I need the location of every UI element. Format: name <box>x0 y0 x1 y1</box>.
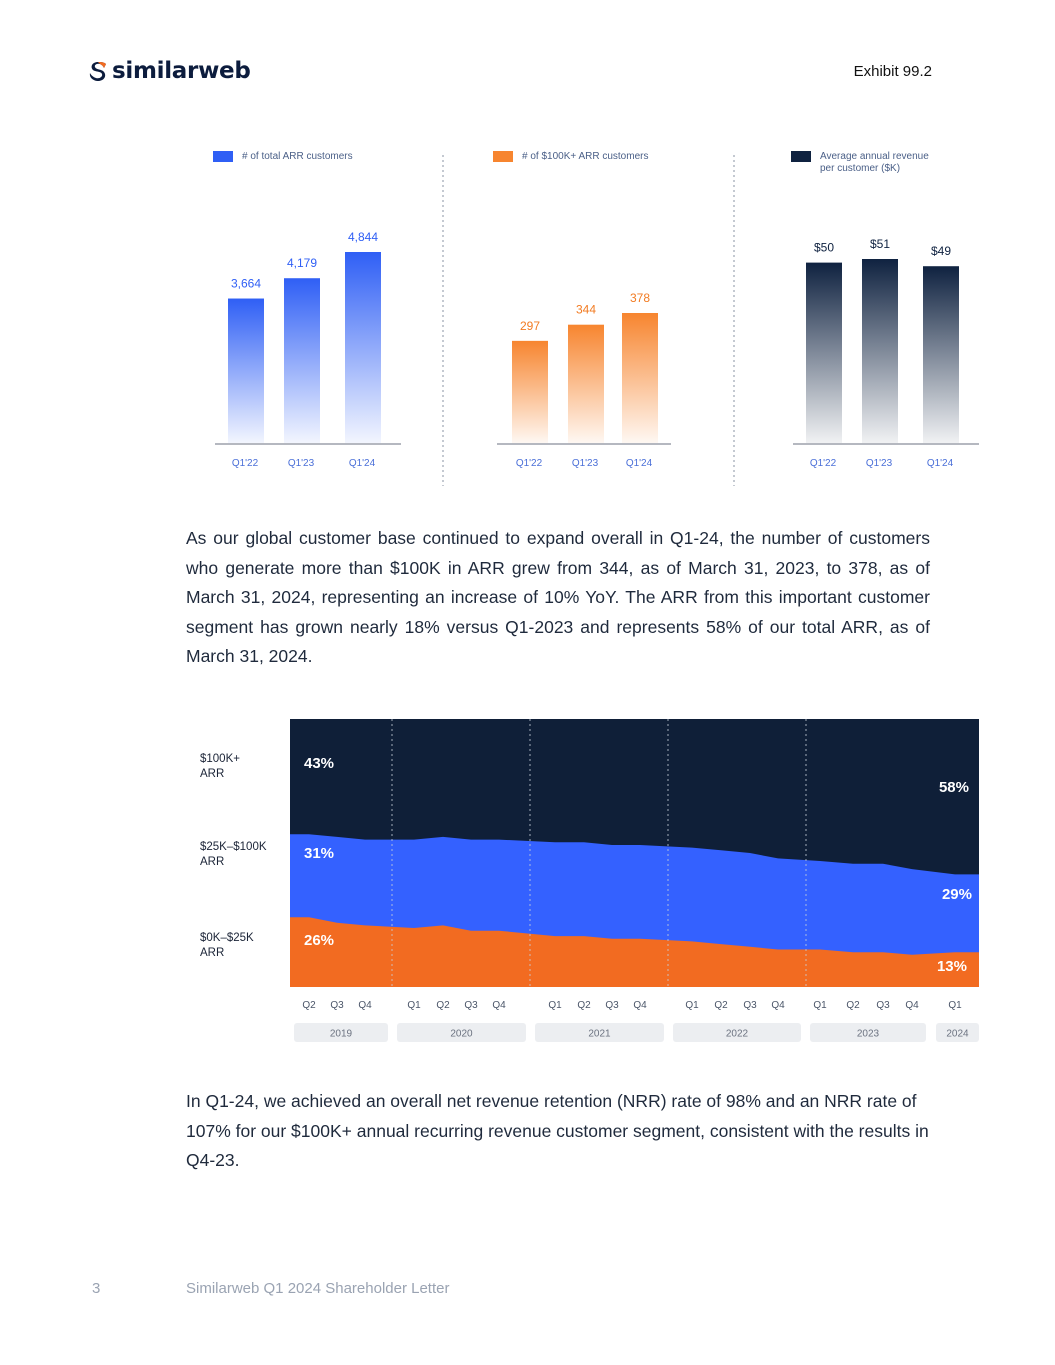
bar-value-label: 344 <box>575 302 597 317</box>
year-label: 2022 <box>725 1028 749 1040</box>
bar-charts <box>0 140 1055 490</box>
quarter-tick-label: Q1 <box>813 1000 827 1011</box>
year-label: 2024 <box>946 1028 969 1040</box>
bar <box>284 278 320 443</box>
x-tick-label: Q1'22 <box>231 458 259 469</box>
segment-label-line: ARR <box>200 768 225 780</box>
legend-line: Average annual revenue <box>820 151 929 162</box>
bar-value-label: 4,179 <box>286 256 318 271</box>
legend-label: # of total ARR customers <box>242 151 353 162</box>
bar <box>622 313 658 443</box>
quarter-tick-label: Q3 <box>464 1000 478 1011</box>
quarter-tick-label: Q2 <box>714 1000 728 1011</box>
segment-start-label: 43% <box>304 755 335 772</box>
quarter-tick-label: Q2 <box>436 1000 450 1011</box>
bar-value-label: 297 <box>519 318 541 333</box>
year-label: 2023 <box>856 1028 880 1040</box>
bar <box>923 266 959 443</box>
quarter-tick-label: Q4 <box>771 1000 785 1011</box>
quarter-tick-label: Q2 <box>577 1000 591 1011</box>
bar-value-label: 378 <box>629 291 651 305</box>
bar-value-label: 3,664 <box>230 276 262 291</box>
bar-value-label: $49 <box>930 244 952 259</box>
x-tick-label: Q1'22 <box>809 458 837 469</box>
quarter-tick-label: Q1 <box>948 1000 962 1011</box>
segment-end-label: 58% <box>938 779 969 796</box>
quarter-tick-label: Q4 <box>905 1000 919 1011</box>
segment-label-line: $25K–$100K <box>200 841 267 853</box>
bar-value-label: 4,844 <box>347 230 379 244</box>
legend-line: per customer ($K) <box>820 163 901 174</box>
quarter-tick-label: Q1 <box>407 1000 421 1011</box>
similarweb-logo-icon <box>88 60 108 82</box>
legend-label: # of $100K+ ARR customers <box>522 151 649 162</box>
x-tick-label: Q1'23 <box>571 458 599 469</box>
segment-label-line: ARR <box>200 856 225 868</box>
year-label: 2020 <box>450 1028 473 1040</box>
segment-end-label: 13% <box>936 958 967 975</box>
quarter-tick-label: Q4 <box>358 1000 372 1011</box>
bar <box>806 263 842 443</box>
bar <box>862 259 898 443</box>
bar <box>228 299 264 443</box>
paragraph-arr-customers: As our global customer base continued to expand overall in Q1-24, the number of customers who generate more than $100K in ARR grew from 344, as of March 31, 2023, to 378, as of March 31, 2024, representing an increase of 10% YoY. The ARR from this important customer segment has grown nearly 18% versus Q1-2023 and represents 58% of our total ARR, as of March 31, 2024. <box>186 528 930 667</box>
quarter-tick-label: Q3 <box>605 1000 619 1011</box>
x-tick-label: Q1'24 <box>926 458 954 469</box>
segment-label-line: $100K+ <box>200 753 240 765</box>
quarter-tick-label: Q3 <box>876 1000 890 1011</box>
segment-start-label: 31% <box>304 845 335 862</box>
quarter-tick-label: Q4 <box>633 1000 647 1011</box>
quarter-tick-label: Q2 <box>846 1000 860 1011</box>
quarter-tick-label: Q2 <box>302 1000 316 1011</box>
quarter-tick-label: Q1 <box>548 1000 562 1011</box>
x-tick-label: Q1'23 <box>865 458 893 469</box>
bar <box>568 325 604 443</box>
quarter-tick-label: Q3 <box>330 1000 344 1011</box>
year-label: 2021 <box>588 1028 611 1040</box>
quarter-tick-label: Q4 <box>492 1000 506 1011</box>
x-tick-label: Q1'23 <box>287 458 315 469</box>
x-tick-label: Q1'22 <box>515 458 543 469</box>
quarter-tick-label: Q1 <box>685 1000 699 1011</box>
paragraph-nrr: In Q1-24, we achieved an overall net revenue retention (NRR) rate of 98% and an NRR rate of 107% for our $100K+ annual recurring revenue customer segment, consistent with the results in Q4-23. <box>186 1091 929 1171</box>
arr-mix-area-chart <box>0 710 1055 1050</box>
bar-value-label: $51 <box>869 237 891 251</box>
logo-wordmark: similarweb <box>112 58 251 84</box>
page-number: 3 <box>92 1280 101 1297</box>
footer-title: Similarweb Q1 2024 Shareholder Letter <box>186 1280 450 1297</box>
segment-label-line: ARR <box>200 947 225 959</box>
x-tick-label: Q1'24 <box>348 458 376 469</box>
segment-label-line: $0K–$25K <box>200 932 254 944</box>
segment-end-label: 29% <box>941 886 972 903</box>
quarter-tick-label: Q3 <box>743 1000 757 1011</box>
bar <box>345 252 381 443</box>
year-label: 2019 <box>329 1028 353 1040</box>
similarweb-logo <box>88 58 250 84</box>
x-tick-label: Q1'24 <box>625 458 653 469</box>
bar-value-label: $50 <box>813 240 835 255</box>
segment-start-label: 26% <box>304 932 335 949</box>
exhibit-label: Exhibit 99.2 <box>853 63 932 80</box>
bar <box>512 341 548 443</box>
